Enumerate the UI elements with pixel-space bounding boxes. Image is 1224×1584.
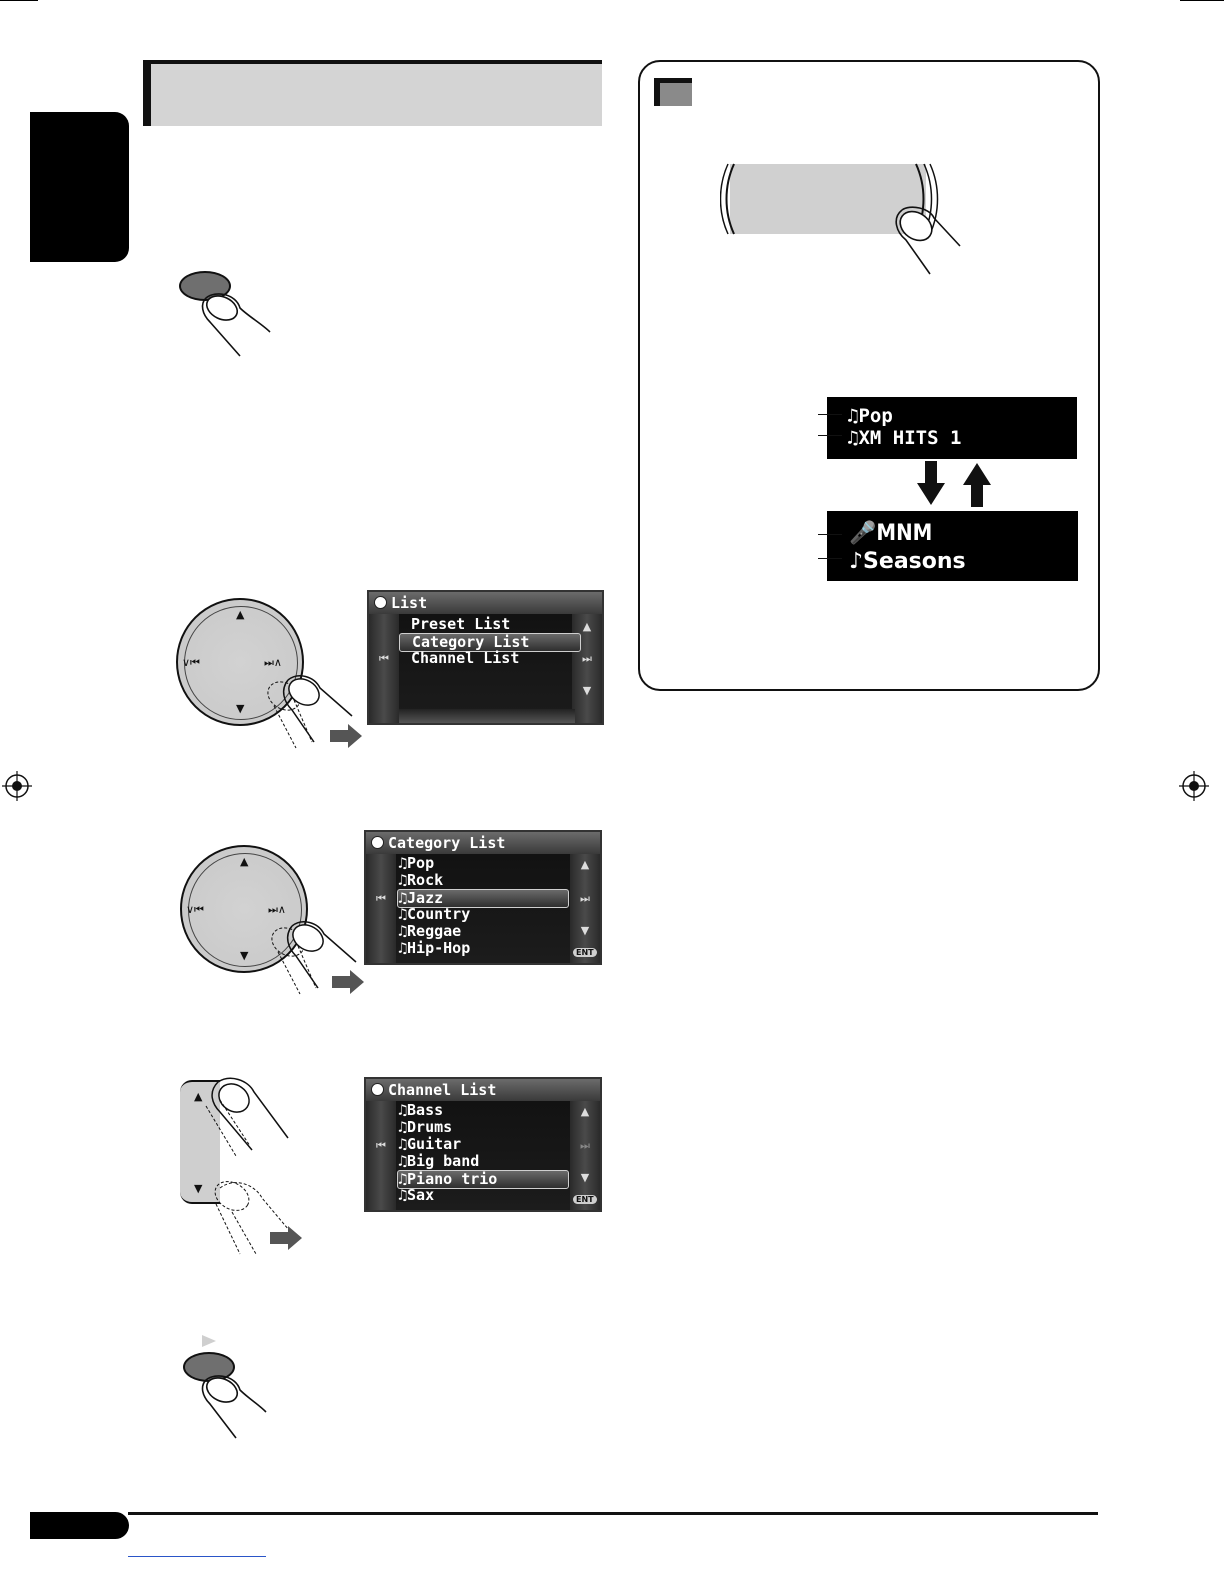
finger-press-icon bbox=[266, 918, 376, 998]
scroll-down-icon: ▼ bbox=[582, 684, 592, 697]
toggle-arrows-icon bbox=[915, 461, 995, 507]
scroll-down-icon: ▼ bbox=[580, 1171, 590, 1184]
section-header-bar bbox=[143, 60, 602, 126]
screen-left-rail bbox=[366, 1101, 396, 1210]
play-triangle-icon bbox=[201, 1334, 217, 1348]
registration-mark-icon bbox=[2, 771, 32, 801]
leader-line bbox=[818, 414, 842, 415]
category-line: Pop bbox=[858, 405, 893, 427]
crop-mark bbox=[0, 0, 38, 1]
scroll-up-icon: ▲ bbox=[580, 858, 590, 871]
finger-press-icon bbox=[262, 672, 372, 752]
channel-line: XM HITS 1 bbox=[858, 427, 962, 449]
finger-press-icon bbox=[196, 290, 276, 360]
language-side-tab bbox=[30, 112, 129, 262]
list-item[interactable]: ♫Guitar bbox=[398, 1135, 462, 1153]
list-item[interactable]: Preset List bbox=[411, 615, 511, 633]
prev-icon: ∨⏮ bbox=[186, 903, 204, 916]
screen-left-rail bbox=[366, 854, 396, 963]
scroll-down-icon: ▼ bbox=[580, 924, 590, 937]
screen-right-rail bbox=[570, 1101, 600, 1210]
next-icon: ⏭∧ bbox=[268, 903, 286, 916]
list-item-selected[interactable]: Category List bbox=[399, 633, 581, 652]
finger-press-icon bbox=[196, 1372, 276, 1442]
list-item-selected[interactable]: ♫Jazz bbox=[397, 889, 569, 908]
list-item[interactable]: ♫Drums bbox=[398, 1118, 453, 1136]
page-number-tab bbox=[30, 1512, 129, 1539]
display-example-song: 🎤MNM ♪Seasons bbox=[827, 511, 1078, 581]
ent-badge: ENT bbox=[573, 1195, 597, 1204]
crop-mark bbox=[1180, 0, 1224, 1]
list-item[interactable]: Channel List bbox=[411, 649, 520, 667]
down-icon: ▼ bbox=[236, 702, 245, 715]
next-icon: ⏭ bbox=[580, 1139, 590, 1152]
list-item-selected[interactable]: ♫Piano trio bbox=[397, 1170, 569, 1189]
prev-icon: ⏮ bbox=[376, 1139, 386, 1152]
prev-icon: ⏮ bbox=[376, 892, 386, 905]
down-icon: ▼ bbox=[194, 1182, 203, 1195]
up-icon: ▲ bbox=[236, 608, 245, 621]
up-icon: ▲ bbox=[194, 1090, 203, 1103]
disc-icon bbox=[371, 1083, 384, 1096]
list-item[interactable]: ♫Bass bbox=[398, 1101, 444, 1119]
disc-icon bbox=[374, 596, 387, 609]
song-line: Seasons bbox=[863, 549, 966, 574]
list-item[interactable]: ♫Pop bbox=[398, 854, 435, 872]
down-icon: ▼ bbox=[240, 949, 249, 962]
prev-icon: ⏮ bbox=[379, 652, 389, 665]
screen-title: Channel List bbox=[366, 1079, 600, 1101]
prev-icon: ∨⏮ bbox=[182, 656, 200, 669]
next-icon: ⏭ bbox=[582, 652, 592, 665]
list-item[interactable]: ♫Big band bbox=[398, 1152, 480, 1170]
leader-line bbox=[818, 435, 842, 436]
footer-rule bbox=[128, 1512, 1098, 1515]
scroll-up-icon: ▲ bbox=[582, 620, 592, 633]
up-icon: ▲ bbox=[240, 855, 249, 868]
screen-left-rail bbox=[369, 614, 399, 723]
screen-right-rail bbox=[570, 854, 600, 963]
category-list-screen bbox=[364, 830, 602, 965]
next-icon: ⏭ bbox=[580, 892, 590, 905]
display-example-channel: ♫Pop ♫XM HITS 1 bbox=[827, 397, 1077, 459]
screen-right-rail bbox=[572, 614, 602, 723]
list-item[interactable]: ♫Country bbox=[398, 905, 471, 923]
screen-title: List bbox=[369, 592, 602, 614]
list-screen bbox=[367, 590, 604, 725]
info-box bbox=[638, 60, 1100, 691]
artist-line: MNM bbox=[876, 521, 933, 546]
display-knob[interactable] bbox=[720, 160, 970, 280]
list-item[interactable]: ♫Hip-Hop bbox=[398, 939, 471, 957]
channel-list-screen bbox=[364, 1077, 602, 1212]
ent-badge: ENT bbox=[573, 948, 597, 957]
footer-link-underline[interactable] bbox=[128, 1556, 266, 1557]
list-item[interactable]: ♫Reggae bbox=[398, 922, 462, 940]
screen-title: Category List bbox=[366, 832, 600, 854]
screen-bottom-bar bbox=[399, 709, 575, 723]
list-item[interactable]: ♫Sax bbox=[398, 1186, 435, 1204]
leader-line bbox=[818, 558, 842, 559]
disc-icon bbox=[371, 836, 384, 849]
next-icon: ⏭∧ bbox=[264, 656, 282, 669]
info-tab-icon bbox=[654, 78, 692, 106]
list-item[interactable]: ♫Rock bbox=[398, 871, 444, 889]
registration-mark-icon bbox=[1179, 771, 1209, 801]
scroll-up-icon: ▲ bbox=[580, 1105, 590, 1118]
leader-line bbox=[818, 534, 842, 535]
finger-press-icon bbox=[196, 1076, 316, 1256]
